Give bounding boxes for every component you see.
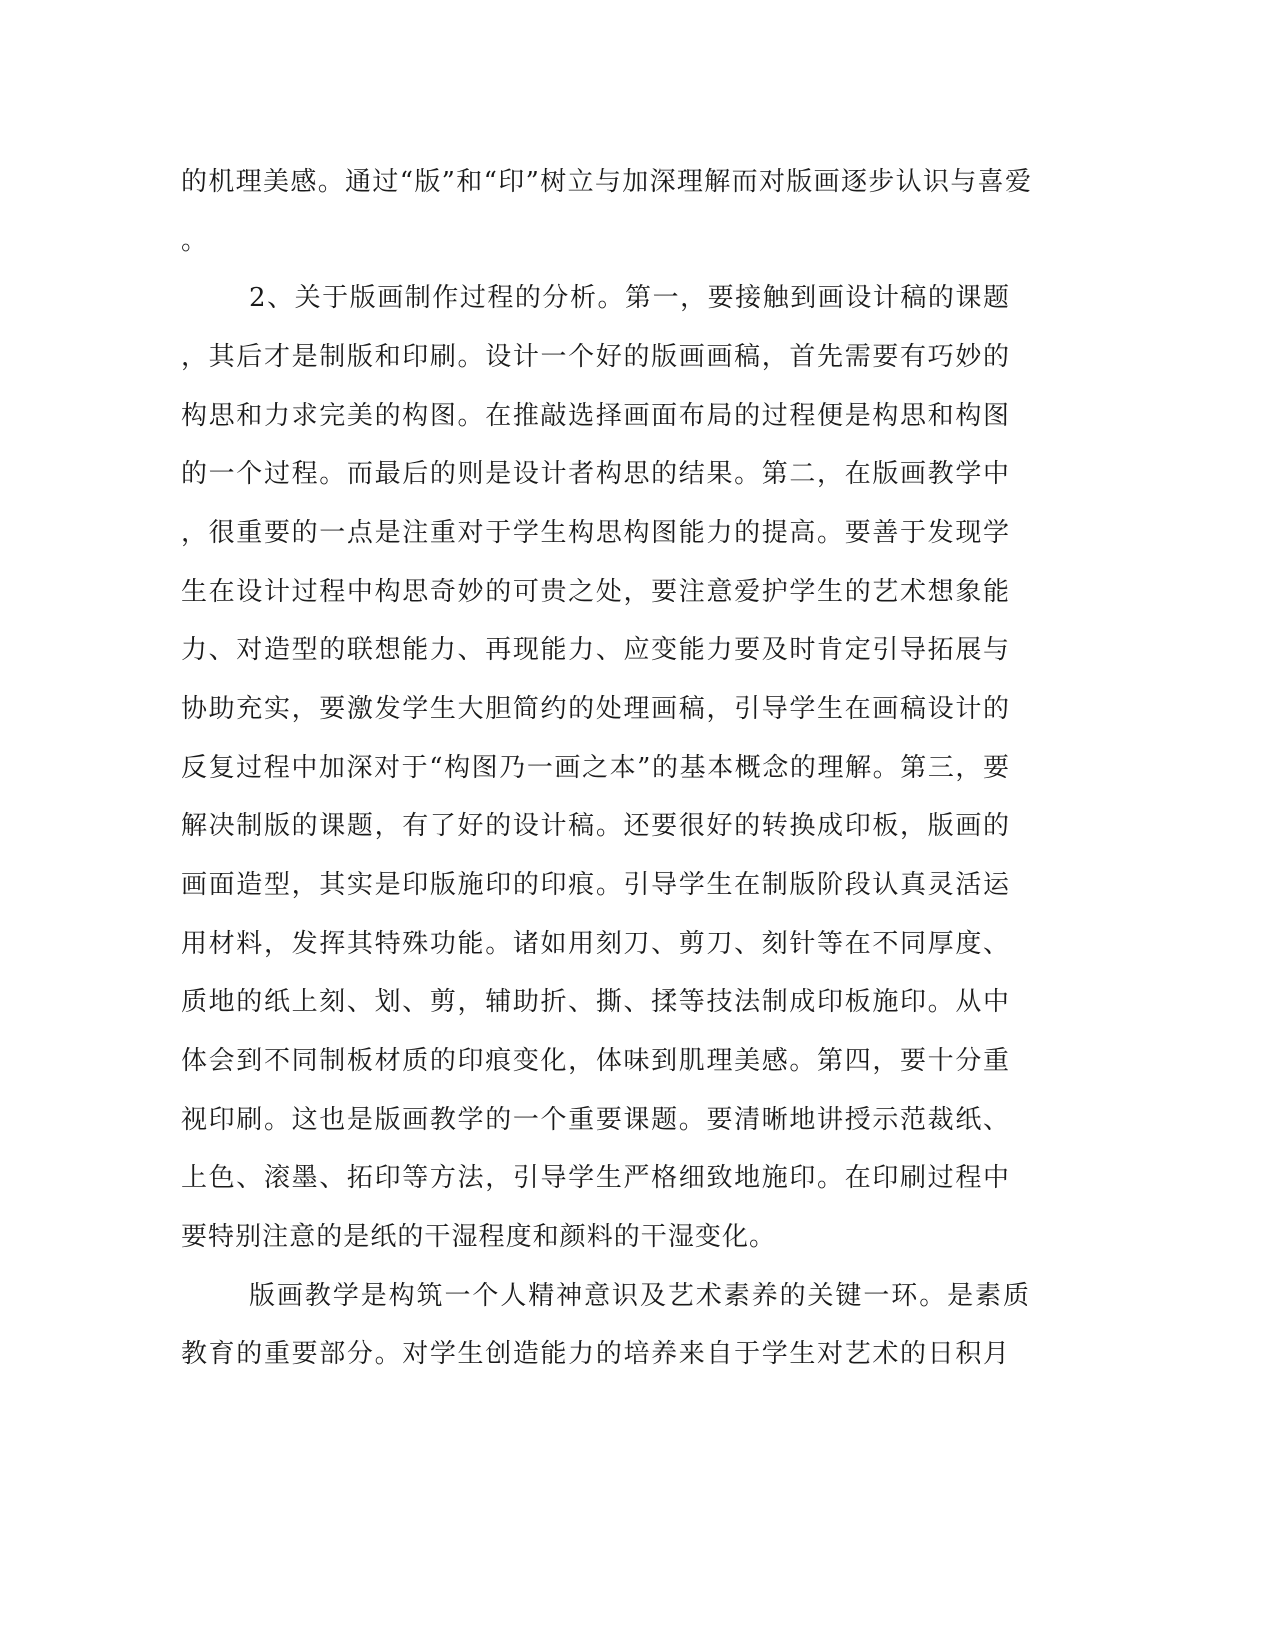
text-line: 教育的重要部分。对学生创造能力的培养来自于学生对艺术的日积月 [181,1339,1009,1369]
text-line: 体会到不同制板材质的印痕变化，体味到肌理美感。第四，要十分重 [181,1046,1009,1076]
text-line: 视印刷。这也是版画教学的一个重要课题。要清晰地讲授示范裁纸、 [181,1105,1009,1135]
text-line: 。 [181,226,208,256]
text-line: 解决制版的课题，有了好的设计稿。还要很好的转换成印板，版画的 [181,811,1009,841]
text-line: 上色、滚墨、拓印等方法，引导学生严格细致地施印。在印刷过程中 [181,1163,1009,1193]
text-line: 要特别注意的是纸的干湿程度和颜料的干湿变化。 [181,1222,775,1252]
text-line: ，其后才是制版和印刷。设计一个好的版画画稿，首先需要有巧妙的 [181,342,1009,372]
text-line: 生在设计过程中构思奇妙的可贵之处，要注意爱护学生的艺术想象能 [181,577,1009,607]
text-line: 反复过程中加深对于“构图乃一画之本”的基本概念的理解。第三，要 [181,753,1009,783]
text-line: 构思和力求完美的构图。在推敲选择画面布局的过程便是构思和构图 [181,401,1009,431]
text-line: 的一个过程。而最后的则是设计者构思的结果。第二，在版画教学中 [181,459,1009,489]
text-line: 2、关于版画制作过程的分析。第一，要接触到画设计稿的课题 [249,283,1009,313]
text-line: 的机理美感。通过“版”和“印”树立与加深理解而对版画逐步认识与喜爱 [181,167,1031,197]
text-line: 版画教学是构筑一个人精神意识及艺术素养的关键一环。是素质 [249,1281,1029,1311]
text-line: 质地的纸上刻、划、剪，辅助折、撕、揉等技法制成印板施印。从中 [181,987,1009,1017]
text-line: 画面造型，其实是印版施印的印痕。引导学生在制版阶段认真灵活运 [181,870,1009,900]
text-line: 用材料，发挥其特殊功能。诸如用刻刀、剪刀、刻针等在不同厚度、 [181,929,1009,959]
text-line: 协助充实，要激发学生大胆简约的处理画稿，引导学生在画稿设计的 [181,694,1009,724]
text-line: ，很重要的一点是注重对于学生构思构图能力的提高。要善于发现学 [181,518,1009,548]
text-line: 力、对造型的联想能力、再现能力、应变能力要及时肯定引导拓展与 [181,635,1009,665]
